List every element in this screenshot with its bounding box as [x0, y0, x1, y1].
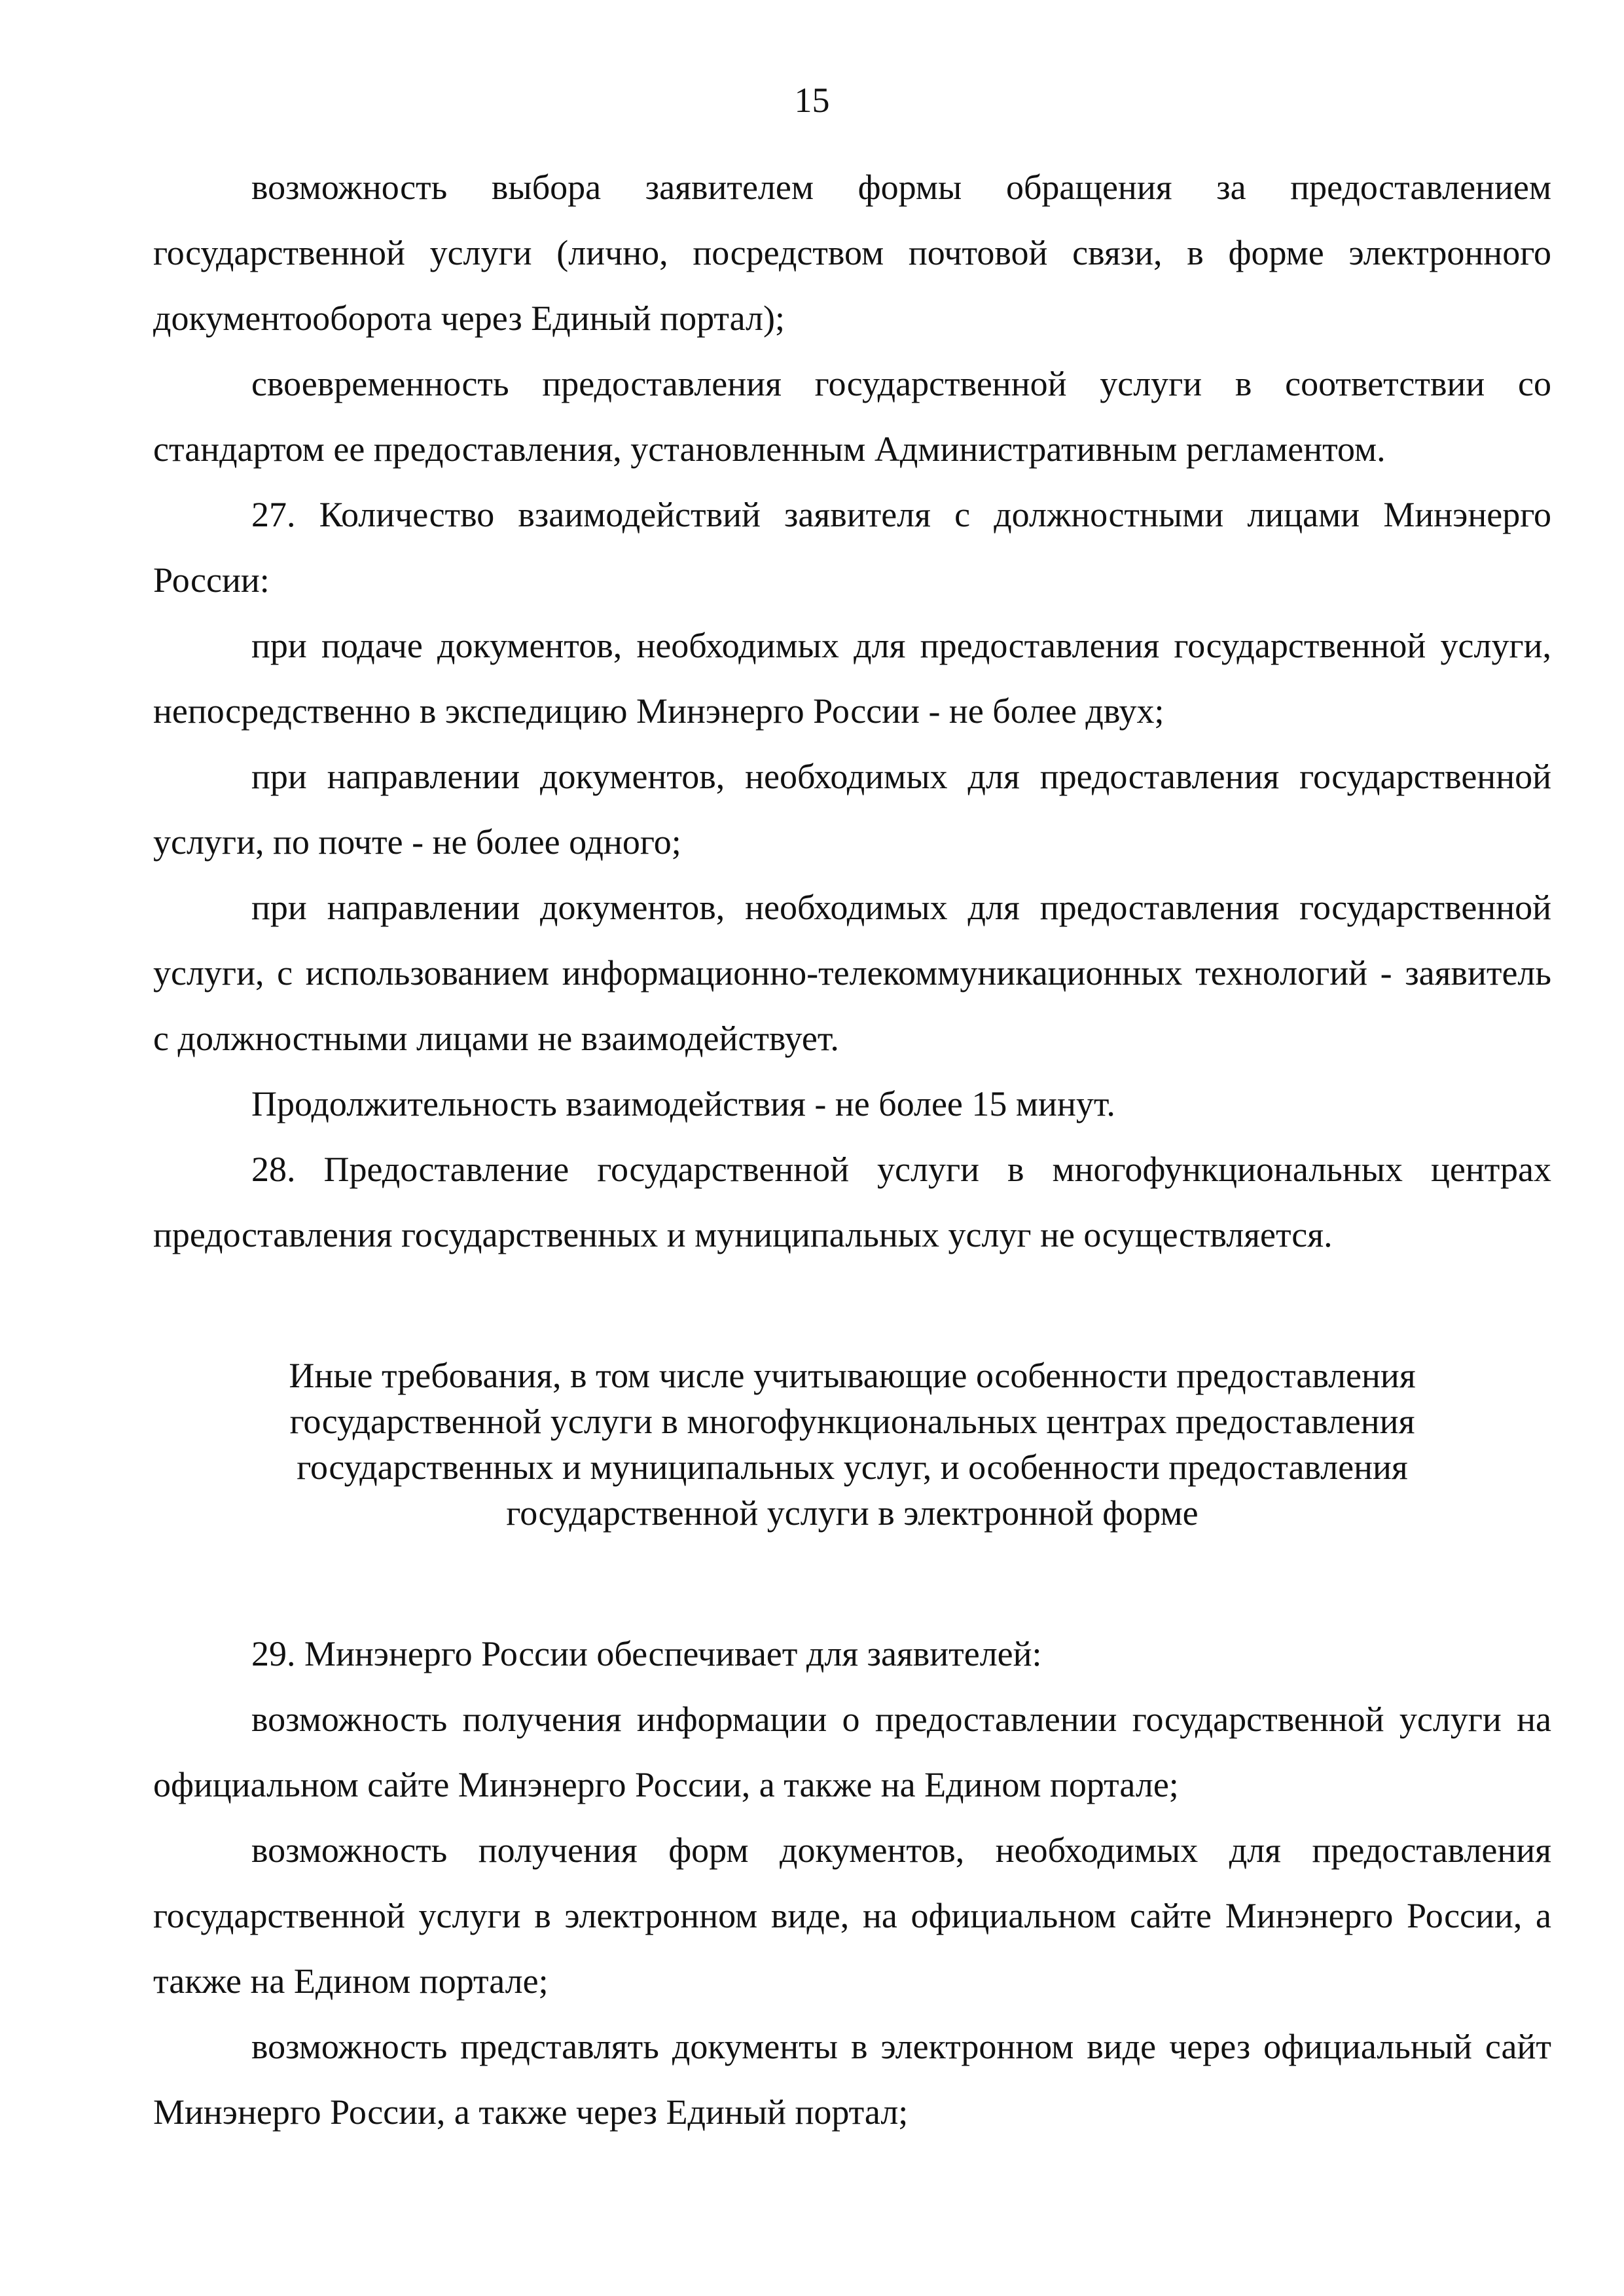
section-heading-line: государственных и муниципальных услуг, и особенности предоставления — [297, 1448, 1408, 1487]
paragraph-27-interactions: 27. Количество взаимодействий заявителя с должностными лицами Минэнерго России: — [153, 495, 1551, 600]
page-number: 15 — [794, 81, 830, 120]
paragraph-submission-electronic: при направлении документов, необходимых для предоставления государственной услуги, с использованием информационно-телекоммуникационных технологий - заявитель с должностными лицами не взаимодействует. — [153, 888, 1551, 1058]
document-body — [153, 155, 1551, 2145]
paragraph-form-of-request: возможность выбора заявителем формы обращения за предоставлением государственной услуги (лично, посредством почтовой связи, в форме электронного документооборота через Единый портал); — [153, 168, 1551, 338]
section-heading — [153, 1353, 1551, 1536]
section-heading-line: государственной услуги в электронной форме — [506, 1493, 1199, 1533]
paragraph-28-mfc: 28. Предоставление государственной услуги в многофункциональных центрах предоставления государственных и муниципальных услуг не осуществляется. — [153, 1150, 1551, 1254]
paragraph-information-online: возможность получения информации о предоставлении государственной услуги на официальном сайте Минэнерго России, а также на Едином портале; — [153, 1700, 1551, 1804]
paragraph-forms-online: возможность получения форм документов, необходимых для предоставления государственной услуги в электронном виде, на официальном сайте Минэнерго России, а также на Едином портале; — [153, 1831, 1551, 2001]
paragraph-timeliness: своевременность предоставления государственной услуги в соответствии со стандартом ее предоставления, установленным Административным регламентом. — [153, 364, 1551, 469]
section-heading-line: Иные требования, в том числе учитывающие особенности предоставления — [289, 1356, 1416, 1395]
paragraph-29-provides: 29. Минэнерго России обеспечивает для заявителей: — [251, 1634, 1042, 1673]
paragraph-submission-in-person: при подаче документов, необходимых для предоставления государственной услуги, непосредственно в экспедицию Минэнерго России - не более двух; — [153, 626, 1551, 731]
paragraph-submit-electronically: возможность представлять документы в электронном виде через официальный сайт Минэнерго России, а также через Единый портал; — [153, 2027, 1551, 2132]
paragraph-interaction-duration: Продолжительность взаимодействия - не более 15 минут. — [251, 1084, 1115, 1123]
section-heading-line: государственной услуги в многофункциональных центрах предоставления — [289, 1402, 1415, 1441]
paragraph-submission-by-mail: при направлении документов, необходимых для предоставления государственной услуги, по почте - не более одного; — [153, 757, 1551, 862]
